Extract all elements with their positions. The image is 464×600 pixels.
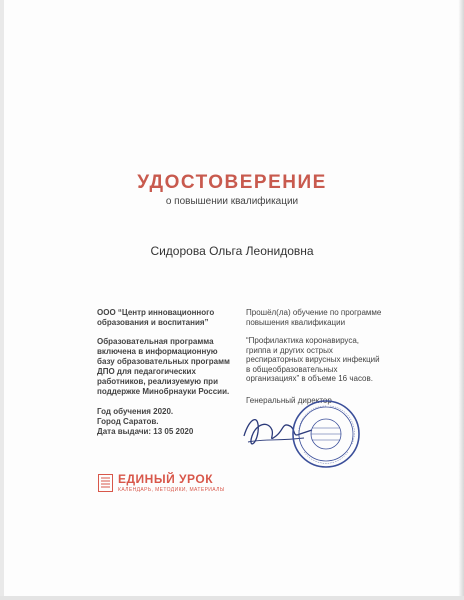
edinyi-urok-logo (98, 472, 228, 496)
logo-name: ЕДИНЫЙ УРОК (118, 472, 214, 486)
scan-edge-left (0, 0, 4, 600)
right-column (246, 308, 386, 405)
left-column (97, 308, 237, 437)
scan-edge-right (458, 0, 464, 600)
organization-name: ООО “Центр инновационного образования и воспитания” (97, 308, 215, 327)
organization-stamp (290, 398, 362, 470)
program-note: Образовательная программа включена в информационную базу образовательных программ ДПО для педагогических работников, реализуемую при поддержке Минобрнауки России. (97, 337, 230, 396)
certificate-title: УДОСТОВЕРЕНИЕ (137, 172, 327, 193)
issue-date (97, 427, 237, 437)
issue-date-label: Дата выдачи: (97, 427, 152, 436)
course-title: “Профилактика коронавируса, гриппа и других острых респираторных вирусных инфекций в общеобразовательных организациях” в объеме 16 часов. (246, 336, 380, 383)
completed-label: Прошёл(ла) обучение по программе повышения квалификации (246, 308, 382, 327)
recipient-name: Сидорова Ольга Леонидовна (150, 244, 314, 258)
study-info (97, 407, 237, 437)
study-year: Год обучения 2020. (97, 407, 174, 416)
book-icon (98, 474, 113, 492)
study-city: Город Саратов. (97, 417, 159, 426)
director-label: Генеральный директор (246, 395, 332, 405)
scan-edge-bottom (0, 596, 464, 600)
issue-date-value: 13 05 2020 (153, 427, 194, 436)
logo-tagline: КАЛЕНДАРЬ, МЕТОДИКИ, МАТЕРИАЛЫ (118, 487, 225, 493)
certificate-subtitle: о повышении квалификации (165, 196, 299, 207)
